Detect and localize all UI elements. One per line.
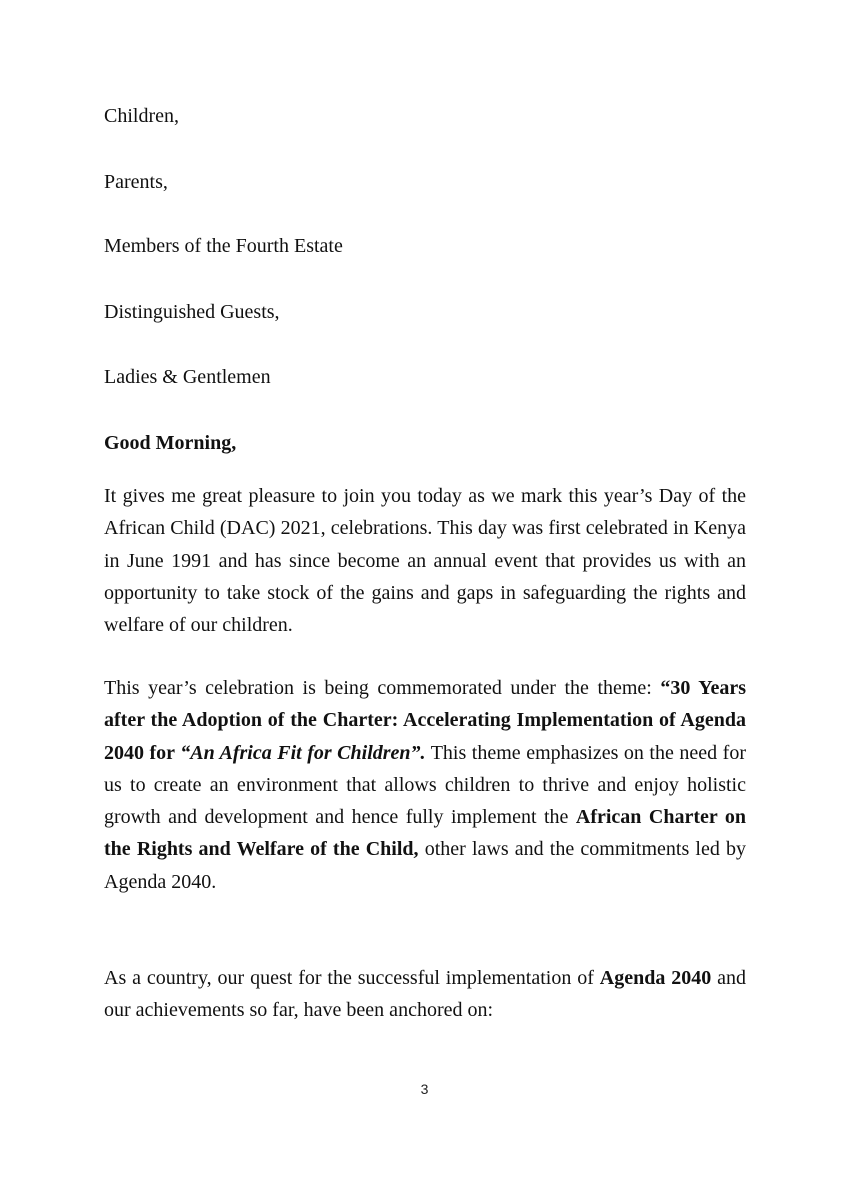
charter-name: African Charter on the Rights and Welfare of the Child, [104, 806, 746, 861]
salutation-fourth-estate: Members of the Fourth Estate [104, 235, 343, 257]
salutation-distinguished-guests: Distinguished Guests, [104, 301, 280, 323]
theme-end-text: other laws and the commitments led by Agenda 2040. [104, 838, 746, 893]
salutation-parents: Parents, [104, 171, 168, 193]
theme-intro-text: This year’s celebration is being commemorated under the theme: [104, 677, 661, 699]
document-page [104, 0, 746, 1200]
theme-quote: “An Africa Fit for Children”. [180, 741, 426, 764]
greeting: Good Morning, [104, 432, 237, 454]
theme-title: “30 Years after the Adoption of the Charter: Accelerating Implementation of Agenda 2040 for [104, 677, 746, 764]
salutation-ladies-gentlemen: Ladies & Gentlemen [104, 366, 271, 388]
theme-middle-text: This theme emphasizes on the need for us to create an environment that allows children to thrive and enjoy holistic growth and development and hence fully implement the [104, 741, 746, 829]
paragraph-day-of-african-child: It gives me great pleasure to join you today as we mark this year’s Day of the African Child (DAC) 2021, celebrations. This day was first celebrated in Kenya in June 1991 and has since become an annual event that provides us with an opportunity to take stock of the gains and gaps in safeguarding the rights and welfare of our children. [104, 485, 746, 637]
salutation-children: Children, [104, 105, 179, 127]
agenda-name: Agenda 2040 [599, 967, 712, 989]
agenda-end-text: and our achievements so far, have been anchored on: [104, 967, 746, 1022]
paragraph-agenda-2040 [104, 962, 746, 1027]
paragraph-theme [104, 672, 746, 898]
agenda-intro-text: As a country, our quest for the successful implementation of [104, 967, 600, 989]
page-number: 3 [420, 1081, 429, 1097]
